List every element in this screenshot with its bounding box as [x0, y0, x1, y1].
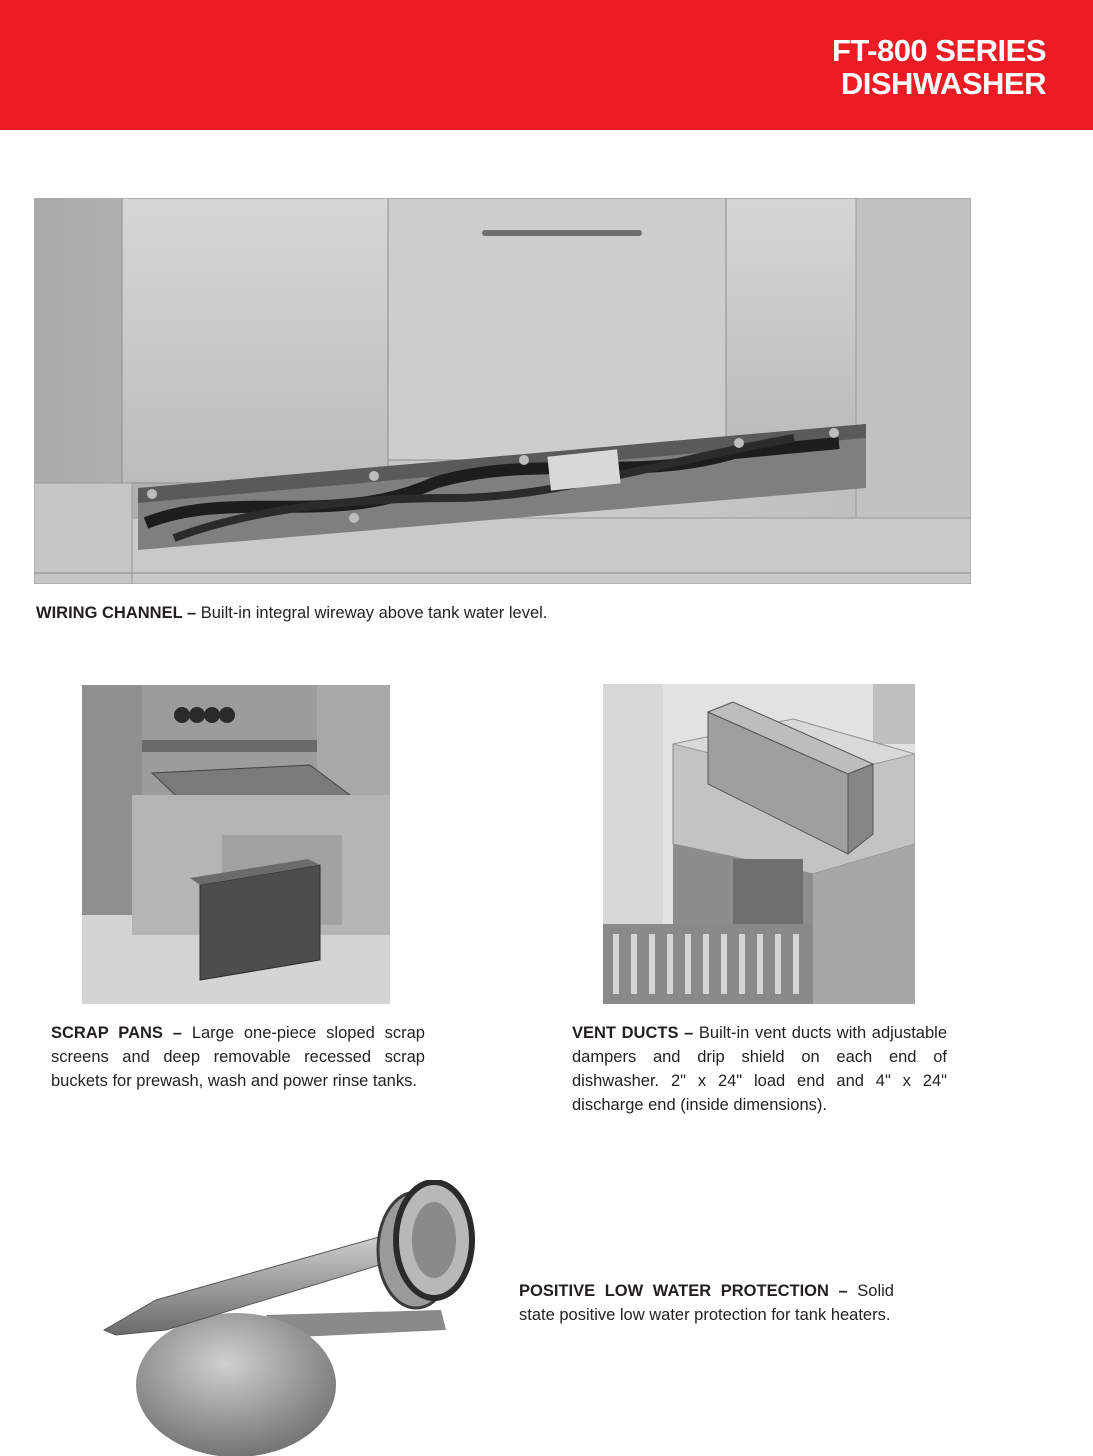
scrap-pans-text: Large one-piece sloped scrap screens and deep removable recessed scrap buckets for prewash, wash and power rinse tanks. [51, 1024, 425, 1090]
low-water-text: Solid state positive low water protection for tank heaters. [519, 1282, 894, 1324]
vent-ducts-photo [603, 684, 915, 1004]
title-line-2: DISHWASHER [840, 66, 1046, 101]
wiring-channel-photo [34, 198, 971, 584]
scrap-pans-photo [82, 685, 390, 1004]
wiring-text: Built-in integral wireway above tank water level. [200, 604, 548, 622]
vent-ducts-text: Built-in vent ducts with adjustable dampers and drip shield on each end of dishwasher. 2" x 24" load end and 4" x 24" discharge end (inside dimensions). [572, 1024, 947, 1114]
vent-ducts-title: VENT DUCTS – [572, 1024, 694, 1042]
low-water-probe-photo [96, 1180, 476, 1456]
vent-ducts-caption [572, 1021, 947, 1117]
scrap-pans-title: SCRAP PANS – [51, 1024, 182, 1042]
header-band [0, 0, 1093, 130]
page-title [832, 34, 1046, 100]
title-line-1: FT-800 SERIES [831, 33, 1046, 68]
scrap-pans-caption [51, 1021, 425, 1093]
low-water-title: POSITIVE LOW WATER PROTECTION – [519, 1282, 848, 1300]
wiring-caption [36, 601, 936, 625]
wiring-title: WIRING CHANNEL – [36, 604, 197, 622]
low-water-caption [519, 1279, 894, 1327]
